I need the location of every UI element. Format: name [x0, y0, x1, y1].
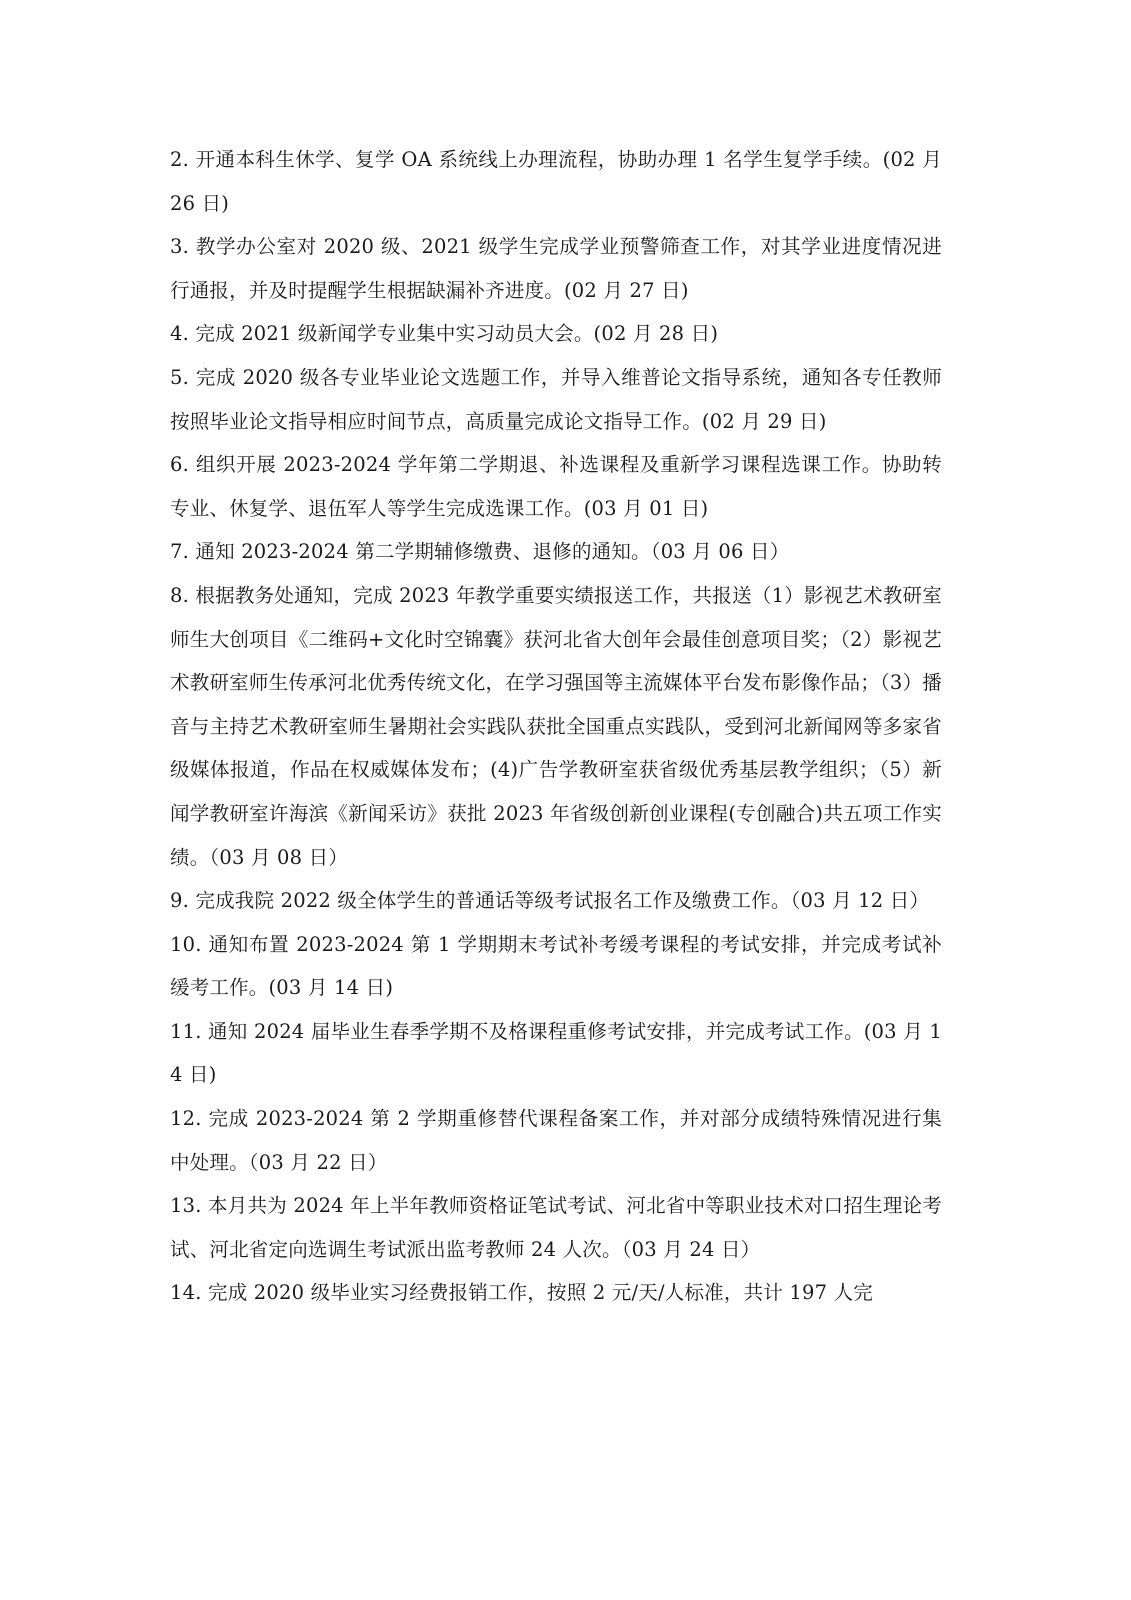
list-item: 9. 完成我院 2022 级全体学生的普通话等级考试报名工作及缴费工作。（03 月 12 日）: [170, 889, 930, 913]
list-item: 8. 根据教务处通知，完成 2023 年教学重要实绩报送工作，共报送（1）影视艺术教研室师生大创项目《二维码+文化时空锦囊》获河北省大创年会最佳创意项目奖；（2）影视艺术教研室师生传承河北优秀传统文化，在学习强国等主流媒体平台发布影像作品；（3）播音与主持艺术教研室师生暑期社会实践队获批全国重点实践队，受到河北新闻网等多家省级媒体报道，作品在权威媒体发布；(4)广告学教研室获省级优秀基层教学组织；（5）新闻学教研室许海滨《新闻采访》获批 2023 年省级创新创业课程(专创融合)共五项工作实绩。（03 月 08 日）: [170, 583, 942, 869]
list-item: 10. 通知布置 2023-2024 第 1 学期期末考试补考缓考课程的考试安排，并完成考试补缓考工作。(03 月 14 日): [170, 932, 942, 1000]
list-item: 14. 完成 2020 级毕业实习经费报销工作，按照 2 元/天/人标准，共计 197 人完: [170, 1281, 873, 1305]
list-item: 7. 通知 2023-2024 第二学期辅修缴费、退修的通知。（03 月 06 日）: [170, 540, 790, 564]
list-item: 6. 组织开展 2023-2024 学年第二学期退、补选课程及重新学习课程选课工作。协助转专业、休复学、退伍军人等学生完成选课工作。(03 月 01 日): [170, 453, 942, 520]
list-item: 11. 通知 2024 届毕业生春季学期不及格课程重修考试安排，并完成考试工作。(03 月 14 日): [170, 1019, 942, 1087]
list-item: 2. 开通本科生休学、复学 OA 系统线上办理流程，协助办理 1 名学生复学手续。(02 月 26 日): [170, 148, 942, 215]
document-body: [170, 138, 942, 1315]
list-item: 3. 教学办公室对 2020 级、2021 级学生完成学业预警筛查工作，对其学业进度情况进行通报，并及时提醒学生根据缺漏补齐进度。(02 月 27 日): [170, 235, 942, 302]
list-item: 4. 完成 2021 级新闻学专业集中实习动员大会。(02 月 28 日): [170, 322, 719, 346]
list-item: 5. 完成 2020 级各专业毕业论文选题工作，并导入维普论文指导系统，通知各专任教师按照毕业论文指导相应时间节点，高质量完成论文指导工作。(02 月 29 日): [170, 365, 942, 433]
list-item: 12. 完成 2023-2024 第 2 学期重修替代课程备案工作，并对部分成绩特殊情况进行集中处理。（03 月 22 日）: [170, 1107, 942, 1174]
list-item: 13. 本月共为 2024 年上半年教师资格证笔试考试、河北省中等职业技术对口招生理论考试、河北省定向选调生考试派出监考教师 24 人次。（03 月 24 日）: [170, 1194, 942, 1261]
